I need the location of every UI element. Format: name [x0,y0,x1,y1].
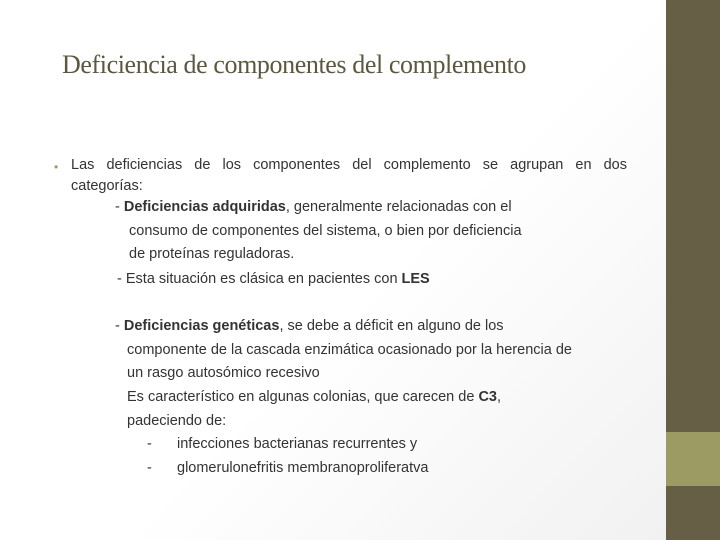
c3-term: C3 [478,389,497,405]
acquired-term: Deficiencias adquiridas [123,199,286,215]
intro-line-2: categorías: [71,178,143,194]
genetic-term: Deficiencias genéticas [123,318,280,334]
genetic-line-3: un rasgo autosómico recesivo [127,365,320,381]
bullet-icon: • [54,160,59,174]
genetic-line-5: padeciendo de: [127,413,227,429]
acquired-rest: , generalmente relacionadas con el [285,199,512,215]
les-term: LES [401,271,430,287]
les-line [117,268,430,291]
list-item-dash: - [147,436,152,452]
acquired-line-1 [115,196,512,219]
genetic-dash: - [115,318,120,334]
genetic-line-1 [115,315,504,338]
les-dash: - [117,271,122,287]
genetic-rest: , se debe a déficit en alguno de los [279,318,504,334]
acquired-dash: - [115,199,120,215]
genetic-line-4 [127,386,501,409]
genetic-line-4-text: Es característico en algunas colonias, que carecen de [127,389,479,405]
side-accent-block [666,432,720,486]
les-text: Esta situación es clásica en pacientes con [125,271,402,287]
acquired-line-3: de proteínas reguladoras. [129,246,295,262]
acquired-line-2: consumo de componentes del sistema, o bien por deficiencia [129,223,522,239]
list-item-glomerulonefritis: glomerulonefritis membranoproliferatva [177,460,429,476]
list-item-dash: - [147,460,152,476]
genetic-line-4-end: , [496,389,502,405]
genetic-line-2: componente de la cascada enzimática ocasionado por la herencia de [127,342,572,358]
intro-line-1: Las deficiencias de los componentes del complemento se agrupan en dos [71,157,627,173]
list-item-infecciones: infecciones bacterianas recurrentes y [177,436,418,452]
slide-title: Deficiencia de componentes del complemento [62,50,527,79]
